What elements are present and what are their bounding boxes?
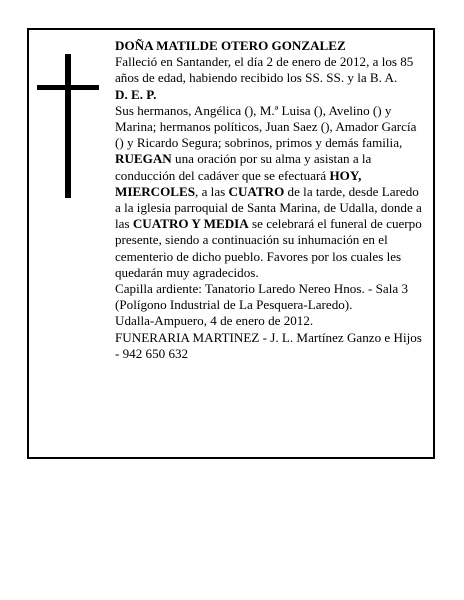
- rest-in-peace: D. E. P.: [115, 86, 157, 102]
- chapel-info: Capilla ardiente: Tanatorio Laredo Nereo Hnos. - Sala 3 (Polígono Industrial de La Pesquera-Laredo).: [115, 281, 408, 313]
- hoy-miercoles-text: HOY, MIERCOLES: [115, 167, 362, 199]
- cuatro-text: CUATRO: [228, 183, 285, 199]
- cross-icon: [37, 54, 99, 198]
- death-info: Falleció en Santander, el día 2 de enero de 2012, a los 85 años de edad, habiendo recibido los SS. SS. y la B. A.: [115, 54, 414, 86]
- request-text-4: se celebrará el funeral de cuerpo presente, siendo a continuación su inhumación en el cementerio de dicho pueblo. Favores por los cuales les quedarán muy agradecidos.: [115, 216, 422, 280]
- obituary-text: [115, 38, 423, 362]
- request-text-2: , a las: [195, 183, 229, 199]
- place-date: Udalla-Ampuero, 4 de enero de 2012.: [115, 313, 314, 329]
- deceased-name: DOÑA MATILDE OTERO GONZALEZ: [115, 38, 346, 53]
- request-text-3: de la tarde, desde Laredo a la iglesia parroquial de Santa Marina, de Udalla, donde a las: [115, 183, 422, 232]
- family-members: Sus hermanos, Angélica (), M.ª Luisa (), Avelino () y Marina; hermanos políticos, Juan Saez (), Amador García () y Ricardo Segura; sobrinos, primos y demás familia,: [115, 102, 417, 151]
- request-text-1: una oración por su alma y asistan a la conducción del cadáver que se efectuará: [115, 151, 372, 183]
- cuatro-y-media-text: CUATRO Y MEDIA: [132, 216, 249, 232]
- ruegan-text: RUEGAN: [115, 151, 172, 167]
- cross-horizontal-bar: [37, 85, 99, 90]
- funeral-request: [115, 151, 423, 281]
- funeral-home: FUNERARIA MARTINEZ - J. L. Martínez Ganzo e Hijos - 942 650 632: [115, 329, 422, 361]
- cross-vertical-bar: [65, 54, 71, 198]
